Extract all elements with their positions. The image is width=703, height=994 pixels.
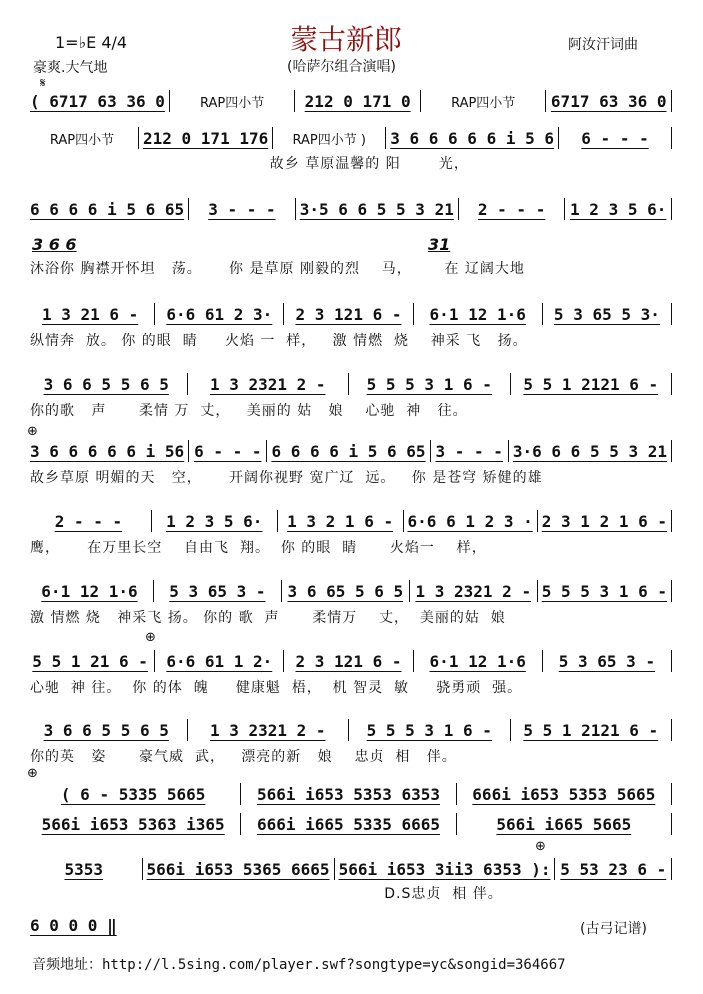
measure-notes: 1 3 21 6 - [41, 304, 139, 324]
measure [30, 916, 117, 935]
notation-line [30, 198, 676, 220]
barline [413, 303, 414, 325]
measure-notes: 566i i653 5365 6665 [146, 859, 330, 879]
measure-notes: 566i i653 3ii3 6353 ): [338, 859, 551, 879]
measure [569, 200, 667, 219]
measure [30, 92, 165, 111]
barline [385, 127, 386, 149]
notation-line [30, 440, 676, 462]
notation-line [30, 127, 676, 149]
measure-notes: 5 5 1 2121 6 - [523, 374, 659, 394]
measure [300, 200, 454, 219]
measure [30, 442, 184, 461]
measure [277, 129, 381, 148]
barline [671, 127, 672, 149]
measure-notes: 6717 63 36 0 [550, 91, 667, 111]
notation-line [30, 783, 676, 805]
measure [245, 815, 451, 834]
barline [564, 198, 565, 220]
barline [409, 580, 410, 602]
measure [353, 375, 506, 394]
notation-line [30, 373, 676, 395]
measure-notes: 5 5 1 2121 6 - [523, 720, 659, 740]
measure-notes: 5 5 5 3 1 6 - [366, 374, 492, 394]
transcriber-credit: (古弓记谱) [580, 921, 647, 937]
measure-notes: RAP四小节 ) [292, 132, 366, 148]
measure [143, 129, 268, 148]
barline [671, 198, 672, 220]
measure-notes: 666i i653 5353 5665 [472, 784, 656, 804]
barline [510, 719, 511, 741]
notation-line [30, 650, 676, 672]
measure-notes: 3 6 6 6 6 6 i 56 [30, 441, 185, 461]
lyrics-line: 纵情奔 放。 你 的眼 睛 火焰 一 样， 激 情燃 烧 神采 飞 扬。 [30, 333, 528, 349]
barline [187, 719, 188, 741]
measure [353, 721, 506, 740]
alt-notes: 31 [428, 235, 451, 254]
measure-notes: 2 - - - [477, 199, 546, 219]
measure-notes: 1 3 2321 2 - [415, 581, 532, 601]
barline [348, 719, 349, 741]
lyrics-line: D.S忠贞 相 伴。 [30, 886, 503, 902]
measure [192, 721, 345, 740]
measure [542, 582, 667, 601]
barline [458, 198, 459, 220]
measure [288, 305, 408, 324]
measure-notes: 1 2 3 5 6· [570, 199, 667, 219]
barline [283, 650, 284, 672]
measure-notes: 5 3 65 3 - [169, 581, 266, 601]
measure-notes: RAP四小节 [49, 132, 115, 148]
measure-notes: 212 0 171 0 [304, 91, 411, 111]
coda-icon: ⊕ [27, 766, 38, 781]
alt-notes: 3 6 6 [32, 235, 77, 254]
author: 阿汝汗词曲 [568, 37, 638, 53]
measure-notes: RAP四小节 [200, 95, 265, 111]
measure [30, 375, 183, 394]
barline [420, 90, 421, 112]
barline [138, 127, 139, 149]
coda-icon: ⊕ [145, 630, 156, 645]
measure [286, 582, 405, 601]
measure-notes: 5 5 5 3 1 6 - [366, 720, 492, 740]
measure-notes: 6 6 6 6 i 5 6 65 [30, 199, 185, 219]
measure [288, 652, 408, 671]
measure [30, 129, 134, 148]
measure [547, 652, 667, 671]
measure-notes: 566i i653 5363 i365 [41, 814, 225, 834]
barline [283, 303, 284, 325]
measure-notes: 566i i653 5353 6353 [256, 784, 440, 804]
barline [671, 303, 672, 325]
measure [30, 815, 236, 834]
measure [30, 512, 147, 531]
barline [348, 373, 349, 395]
measure [30, 200, 184, 219]
measure-notes: 5 53 23 6 - [560, 859, 667, 879]
barline [413, 650, 414, 672]
barline [277, 510, 278, 532]
measure [30, 652, 150, 671]
measure-notes: 3·5 6 6 5 5 3 21 [299, 199, 454, 219]
measure-notes: 5 3 65 3 - [558, 651, 656, 671]
performer: (哈萨尔组合演唱) [287, 59, 396, 75]
lyrics-line: 故乡 草原温馨的 阳 光， [30, 156, 469, 172]
barline [671, 650, 672, 672]
barline [295, 198, 296, 220]
measure [542, 512, 667, 531]
measure-notes: 3·6 6 6 5 5 3 21 [512, 441, 667, 461]
barline [188, 198, 189, 220]
barline [537, 510, 538, 532]
measure-notes: 6·1 12 1·6 [41, 581, 138, 601]
measure-notes: 6·1 12 1·6 [429, 651, 526, 671]
notation-line [30, 813, 676, 835]
barline [671, 510, 672, 532]
barline [545, 90, 546, 112]
measure [461, 785, 667, 804]
barline [542, 650, 543, 672]
coda-icon: ⊕ [27, 424, 38, 439]
barline [542, 303, 543, 325]
measure [559, 860, 667, 879]
barline [671, 90, 672, 112]
barline [334, 858, 335, 880]
barline [272, 127, 273, 149]
tempo-marking: 豪爽.大气地 [33, 60, 108, 76]
lyrics-line: 你的歌 声 柔情 万 丈， 美丽的 姑 娘 心驰 神 往。 [30, 403, 468, 419]
measure [414, 582, 533, 601]
barline [456, 813, 457, 835]
measure [193, 442, 262, 461]
barline [537, 580, 538, 602]
measure [550, 92, 667, 111]
measure-notes: 3 6 65 5 6 5 [287, 581, 404, 601]
notation-line [30, 580, 676, 602]
measure-notes: 1 2 3 5 6· [166, 511, 263, 531]
measure-notes: 2 3 121 6 - [295, 304, 402, 324]
barline [671, 373, 672, 395]
measure-notes: 1 3 2321 2 - [209, 720, 326, 740]
measure [159, 652, 279, 671]
barline [151, 510, 152, 532]
barline [671, 783, 672, 805]
measure-notes: 2 - - - [54, 511, 123, 531]
measure [513, 442, 667, 461]
lyrics-line: 心驰 神 往。 你 的体 魄 健康魁 梧， 机 智灵 敏 骁勇顽 强。 [30, 680, 523, 696]
measure [156, 512, 273, 531]
measure-notes: 566i i665 5665 [496, 814, 632, 834]
barline [403, 510, 404, 532]
notation-line [30, 90, 676, 112]
measure-notes: ( 6 - 5335 5665 [60, 784, 206, 804]
measure-notes: 6·6 61 2 3· [166, 304, 273, 324]
measure [30, 582, 149, 601]
measure-notes: 5 3 65 5 3· [553, 304, 660, 324]
measure-notes: 1 3 2 1 6 - [287, 511, 394, 531]
barline [671, 719, 672, 741]
measure [30, 721, 183, 740]
key-signature: 1=♭E 4/4 [55, 33, 128, 52]
barline [508, 440, 509, 462]
measure [193, 200, 291, 219]
measure [463, 200, 561, 219]
lyrics-line: 鹰， 在万里长空 自由飞 翔。 你 的眼 睛 火焰一 样， [30, 540, 487, 556]
barline [281, 580, 282, 602]
measure [30, 860, 138, 879]
measure [418, 305, 538, 324]
measure-notes: 3 6 6 6 6 6 i 5 6 [390, 128, 554, 148]
barline [671, 580, 672, 602]
measure [339, 860, 551, 879]
segno-icon: 𝄋 [40, 76, 46, 91]
barline [169, 90, 170, 112]
barline [510, 373, 511, 395]
measure [30, 785, 236, 804]
measure-notes: ( 6717 63 36 0 [30, 91, 165, 111]
lyrics-line: 故乡草原 明媚的天 空， 开阔你视野 宽广辽 远。 你 是苍穹 矫健的雄 [30, 470, 543, 486]
barline [671, 440, 672, 462]
measure-notes: 5 5 1 21 6 - [32, 651, 148, 671]
notation-line [30, 914, 117, 936]
coda-icon: ⊕ [535, 839, 546, 854]
lyrics-line: 你的英 姿 豪气威 武， 漂亮的新 娘 忠贞 相 伴。 [30, 749, 457, 765]
barline [554, 858, 555, 880]
measure-notes: 3 6 6 5 5 6 5 [43, 374, 169, 394]
measure-notes: 6 - - - [194, 441, 262, 461]
measure-notes: 3 - - - [208, 199, 276, 219]
barline [671, 813, 672, 835]
barline [240, 783, 241, 805]
measure [408, 512, 533, 531]
measure-notes: 5 5 5 3 1 6 - [541, 581, 667, 601]
barline [142, 858, 143, 880]
barline [294, 90, 295, 112]
measure [245, 785, 451, 804]
barline [266, 440, 267, 462]
barline [154, 303, 155, 325]
measure [547, 305, 667, 324]
measure-notes: 3 6 6 5 5 6 5 [43, 720, 169, 740]
measure-notes: 6·6 6 1 2 3 · [407, 511, 533, 531]
barline [240, 813, 241, 835]
measure-notes: 666i i665 5335 6665 [256, 814, 440, 834]
audio-url: 音频地址：http://l.5sing.com/player.swf?songtype=yc&songid=364667 [32, 957, 566, 973]
lyrics-line: 沐浴你 胸襟开怀坦 荡。 你 是草原 刚毅的烈 马， 在 辽阔大地 [30, 261, 525, 277]
measure [435, 442, 504, 461]
notation-line [30, 858, 676, 880]
lyrics-line: 激 情燃 烧 神采飞 扬。 你的 歌 声 柔情万 丈， 美丽的姑 娘 [30, 610, 506, 626]
measure [30, 305, 150, 324]
measure [282, 512, 399, 531]
measure [425, 92, 542, 111]
measure [299, 92, 416, 111]
measure [147, 860, 330, 879]
measure [159, 305, 279, 324]
barline [430, 440, 431, 462]
measure [192, 375, 345, 394]
barline [456, 783, 457, 805]
barline [188, 440, 189, 462]
notation-line [30, 510, 676, 532]
measure-notes: 2 3 1 2 1 6 - [541, 511, 667, 531]
measure-notes: 5353 [64, 859, 104, 879]
measure-notes: 2 3 121 6 - [295, 651, 402, 671]
barline [671, 858, 672, 880]
song-title: 蒙古新郎 [290, 23, 403, 56]
measure [418, 652, 538, 671]
measure-notes: 3 - - - [435, 441, 503, 461]
measure-notes: 6 6 6 6 i 5 6 65 [271, 441, 426, 461]
barline [187, 373, 188, 395]
measure-notes: 6 - - - [581, 128, 649, 148]
measure [390, 129, 554, 148]
measure-notes: 6·6 61 1 2· [166, 651, 273, 671]
barline [154, 650, 155, 672]
measure [461, 815, 667, 834]
barline [558, 127, 559, 149]
measure-notes: 6 0 0 0 ‖ [30, 915, 117, 935]
measure [158, 582, 277, 601]
barline [153, 580, 154, 602]
measure [563, 129, 667, 148]
measure-notes: RAP四小节 [451, 95, 516, 111]
measure [271, 442, 425, 461]
measure-notes: 6·1 12 1·6 [429, 304, 526, 324]
notation-line [30, 719, 676, 741]
measure-notes: 1 3 2321 2 - [209, 374, 326, 394]
measure-notes: 212 0 171 176 [143, 128, 269, 148]
measure [515, 721, 668, 740]
notation-line [30, 303, 676, 325]
measure [174, 92, 291, 111]
measure [515, 375, 668, 394]
